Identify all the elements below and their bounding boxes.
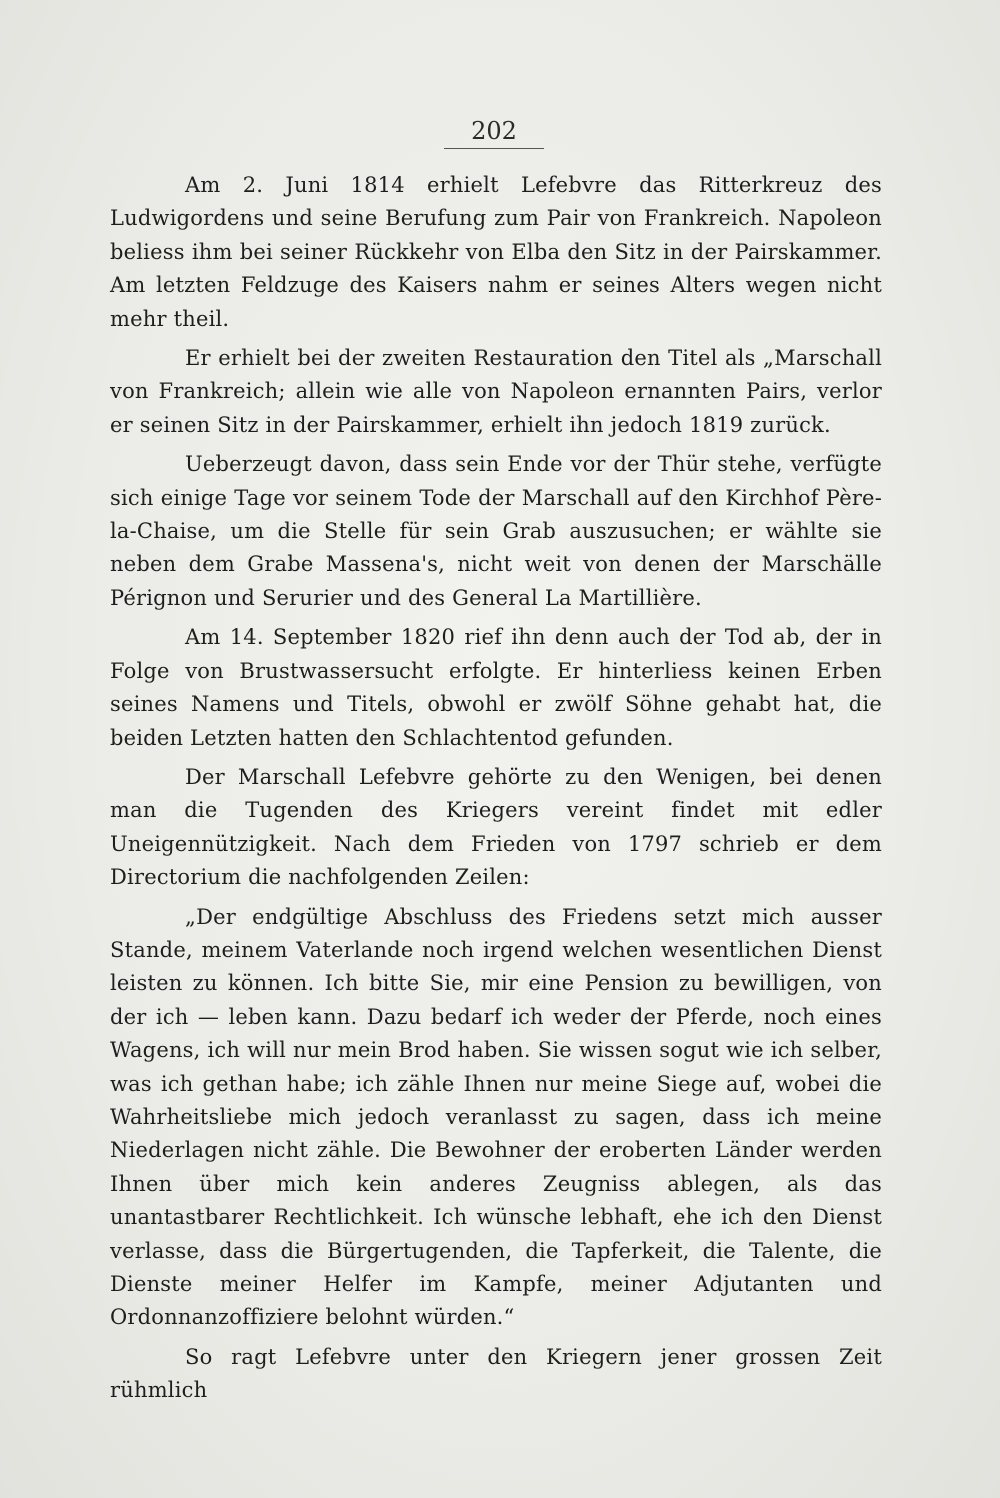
paragraph: So ragt Lefebvre unter den Kriegern jener grossen Zeit rühmlich <box>110 1344 882 1403</box>
header-rule <box>444 148 544 149</box>
paragraph: „Der endgültige Abschluss des Friedens setzt mich ausser Stande, meinem Vaterlande noch irgend welchen wesentlichen Dienst leisten zu können. Ich bitte Sie, mir eine Pension zu bewilligen, von der ich — leben kann. Dazu bedarf ich weder der Pferde, noch eines Wagens, ich will nur mein Brod haben. Sie wissen sogut wie ich selber, was ich gethan habe; ich zähle Ihnen nur meine Siege auf, wobei die Wahrheitsliebe mich jedoch veranlasst zu sagen, dass ich meine Niederlagen nicht zähle. Die Bewohner der eroberten Länder werden Ihnen über mich kein anderes Zeugniss ablegen, als das unantastbarer Rechtlichkeit. Ich wünsche lebhaft, ehe ich den Dienst verlasse, dass die Bürgertugenden, die Tapferkeit, die Talente, die Dienste meiner Helfer im Kampfe, meiner Adjutanten und Ordonnanzoffiziere belohnt würden.“ <box>110 904 882 1330</box>
body-text <box>110 169 882 1414</box>
page-number: 202 <box>471 117 517 145</box>
paragraph: Ueberzeugt davon, dass sein Ende vor der Thür stehe, verfügte sich einige Tage vor seinem Tode der Marschall auf den Kirchhof Père-la-Chaise, um die Stelle für sein Grab auszusuchen; er wählte sie neben dem Grabe Massena's, nicht weit von denen der Marschälle Pérignon und Serurier und des General La Martillière. <box>110 452 882 610</box>
paragraph: Am 2. Juni 1814 erhielt Lefebvre das Ritterkreuz des Ludwigordens und seine Berufung zum Pair von Frankreich. Napoleon beliess ihm bei seiner Rückkehr von Elba den Sitz in der Pairskammer. Am letzten Feldzuge des Kaisers nahm er seines Alters wegen nicht mehr theil. <box>110 173 882 331</box>
paragraph: Er erhielt bei der zweiten Restauration den Titel als „Marschall von Frankreich; allein wie alle von Napoleon ernannten Pairs, verlor er seinen Sitz in der Pairskammer, erhielt ihn jedoch 1819 zurück. <box>110 346 882 437</box>
paragraph: Der Marschall Lefebvre gehörte zu den Wenigen, bei denen man die Tugenden des Kriegers vereint findet mit edler Uneigennützigkeit. Nach dem Frieden von 1797 schrieb er dem Directorium die nachfolgenden Zeilen: <box>110 764 882 890</box>
paragraph: Am 14. September 1820 rief ihn denn auch der Tod ab, der in Folge von Brustwassersucht erfolgte. Er hinterliess keinen Erben seines Namens und Titels, obwohl er zwölf Söhne gehabt hat, die beiden Letzten hatten den Schlachtentod gefunden. <box>110 625 882 750</box>
